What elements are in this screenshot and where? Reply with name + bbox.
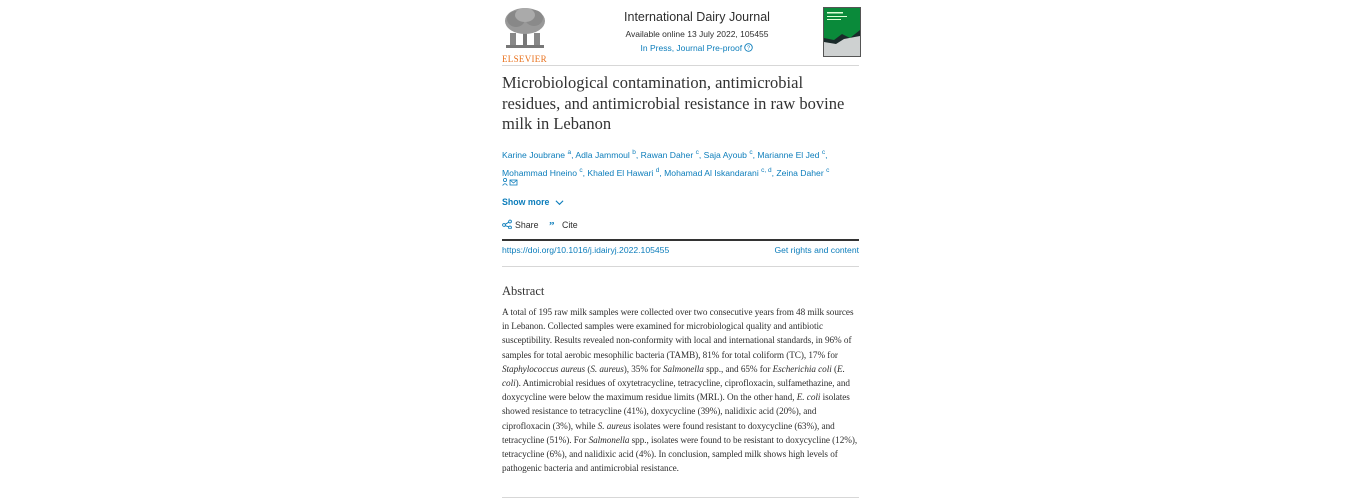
tree-icon (502, 7, 548, 49)
journal-status[interactable] (572, 43, 822, 53)
author-link[interactable]: Rawan Daher $^c$ (640, 149, 699, 160)
author-affiliation[interactable]: c (695, 149, 699, 156)
get-rights-link[interactable]: Get rights and content (774, 245, 859, 255)
divider (502, 497, 859, 498)
divider-strong (502, 239, 859, 241)
abstract-italic-term: E. coli (502, 363, 845, 389)
chevron-down-icon (555, 199, 564, 206)
author-affiliation[interactable]: a (567, 149, 572, 156)
author-link[interactable]: Zeina Daher $^c$ (776, 167, 830, 179)
author-link[interactable]: Saja Ayoub $^c$ (703, 149, 753, 160)
author-affiliation[interactable]: d (655, 167, 660, 175)
abstract-italic-term: S. aureus (590, 363, 624, 374)
divider (502, 65, 859, 66)
abstract-italic-term: S. aureus (597, 420, 632, 431)
divider (502, 266, 859, 267)
article-title: Microbiological contamination, antimicrobial residues, and antimicrobial resistance in raw bovine milk in Lebanon (502, 73, 845, 133)
author-link[interactable]: Khaled El Hawari $^d$ (587, 167, 660, 179)
author-link[interactable]: Adla Jammoul $^b$ (575, 149, 636, 160)
help-circle-icon[interactable] (744, 43, 753, 52)
cite-label: Cite (562, 220, 578, 230)
share-button[interactable] (502, 219, 538, 230)
abstract-text-run: ( (585, 363, 591, 374)
elsevier-logo[interactable] (502, 7, 548, 64)
quote-icon (549, 219, 559, 229)
author-link[interactable]: Karine Joubrane $^a$ (502, 149, 572, 160)
author-affiliation[interactable]: c (821, 149, 826, 156)
person-icon (503, 178, 506, 181)
abstract-text-run: ). Antimicrobial residues of oxytetracycline, tetracycline, ciprofloxacin, sulfamethazine, and doxycycline were below the maximum residue limits (MRL). On the other hand, (502, 378, 850, 403)
abstract-italic-term: Salmonella (663, 363, 704, 374)
cite-button[interactable] (549, 219, 578, 230)
abstract-heading: Abstract (502, 284, 545, 298)
abstract-text-run: spp., isolates were found to be resistant to doxycycline (12%), tetracycline (6%), and nalidixic acid (4%). In conclusion, sampled milk shows high levels of pathogenic bacteria and antimicrobial resistance. (502, 434, 858, 474)
author-affiliation[interactable]: c (749, 149, 753, 156)
svg-text:?: ? (747, 45, 751, 52)
abstract-text-run: A total of 195 raw milk samples were collected over two consecutive years from 48 milk sources in Lebanon. Collected samples were examined for microbiological quality and antibiotic susceptibility. Results revealed non-conformity with local and international standards, in 96% of samples for total aerobic mesophilic bacteria (TAMB), 81% for total coliform (TC), 17% for (502, 307, 854, 360)
doi-link[interactable]: https://doi.org/10.1016/j.idairyj.2022.105455 (502, 245, 670, 255)
author-link[interactable]: Mohamad Al Iskandarani $^{c, d}$ (664, 167, 772, 179)
author-affiliation[interactable]: c (826, 167, 830, 175)
abstract-text-run: ( (831, 363, 838, 374)
abstract-italic-term: Salmonella (588, 434, 630, 445)
abstract-text-run: spp., and 65% for (703, 363, 773, 374)
author-link[interactable]: Marianne El Jed $^c$ (757, 149, 826, 160)
share-icon (502, 219, 512, 229)
elsevier-wordmark: ELSEVIER (502, 54, 547, 64)
author-affiliation[interactable]: c, d (761, 167, 772, 175)
author-contact-icons[interactable] (502, 178, 518, 188)
share-label: Share (515, 220, 539, 230)
abstract-text-run: ), 35% for (623, 363, 664, 374)
abstract-text-run: isolates were found resistant to doxycycline (63%), and tetracycline (51%). For (502, 420, 835, 445)
show-more-button[interactable] (502, 197, 564, 207)
author-list: Karine Joubrane $^a$, Adla Jammoul $^b$, Rawan Daher $^c$, Saja Ayoub $^c$, Marianne El Jed $^c$, Mohammad Hneino $^c$, Khaled El Hawari $^d$, Mohamad Al Iskandarani $^{c, d}$, Zeina Daher $^c$ (502, 149, 830, 179)
abstract-text-run: isolates showed resistance to tetracycline (41%), doxycycline (39%), nalidixic acid (20%), and ciprofloxacin (3%), while (502, 392, 850, 431)
abstract-text (502, 305, 859, 475)
abstract-italic-term: Escherichia coli (772, 363, 832, 374)
journal-status-text: In Press, Journal Pre-proof (640, 43, 743, 53)
author-affiliation[interactable]: c (579, 167, 583, 175)
journal-title-link[interactable]: International Dairy Journal (624, 10, 770, 24)
journal-cover-image[interactable] (823, 7, 861, 57)
available-online-date: Available online 13 July 2022, 105455 (625, 29, 769, 39)
author-affiliation[interactable]: b (632, 149, 636, 156)
abstract-italic-term: Staphylococcus aureus (502, 363, 586, 374)
show-more-label: Show more (502, 197, 550, 207)
author-link[interactable]: Mohammad Hneino $^c$ (502, 167, 583, 179)
svg-text:”: ” (549, 220, 555, 229)
abstract-italic-term: E. coli (796, 392, 821, 403)
